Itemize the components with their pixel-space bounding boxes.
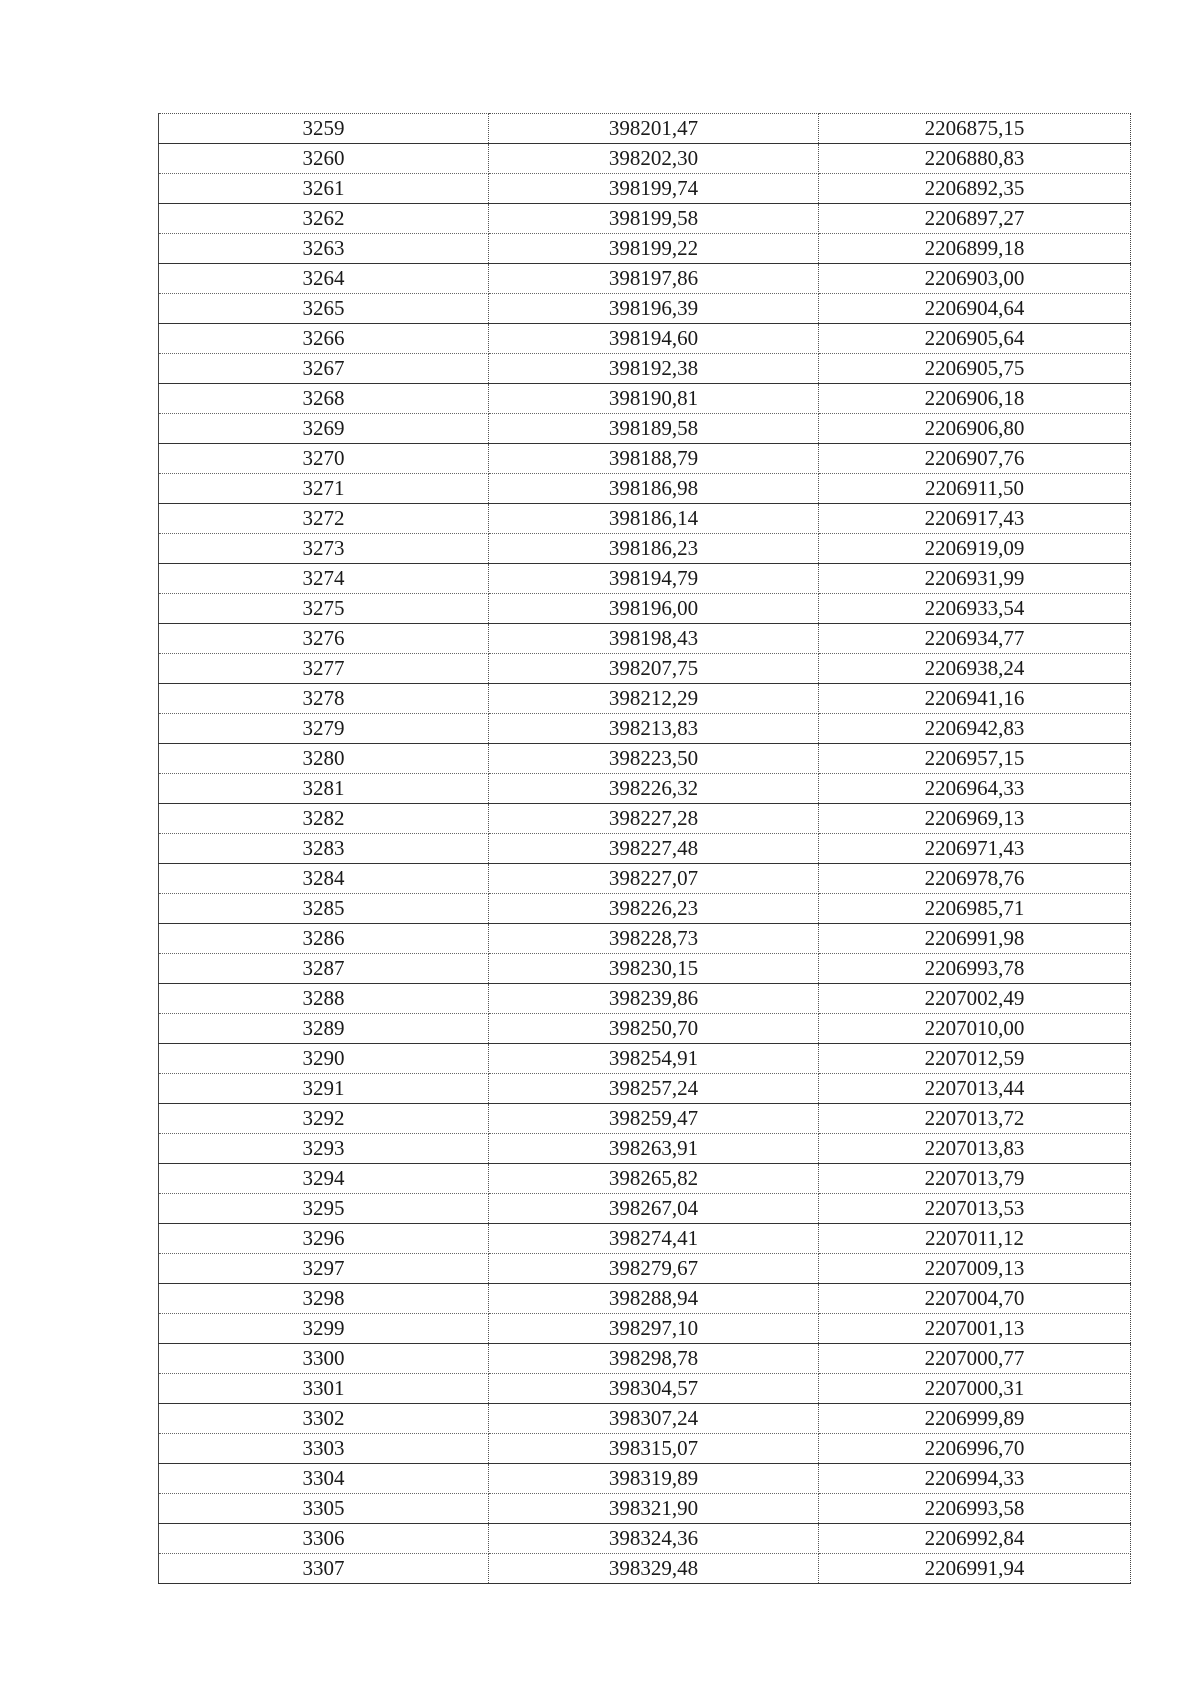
x-coordinate-cell: 398259,47 — [489, 1104, 819, 1134]
point-number-cell: 3298 — [159, 1284, 489, 1314]
table-row — [159, 534, 1131, 564]
point-number-cell: 3293 — [159, 1134, 489, 1164]
table-row — [159, 1074, 1131, 1104]
point-number-cell: 3268 — [159, 384, 489, 414]
table-row — [159, 264, 1131, 294]
y-coordinate-cell: 2206999,89 — [819, 1404, 1131, 1434]
table-row — [159, 1314, 1131, 1344]
point-number-cell: 3273 — [159, 534, 489, 564]
point-number-cell: 3307 — [159, 1554, 489, 1584]
y-coordinate-cell: 2206957,15 — [819, 744, 1131, 774]
table-row — [159, 834, 1131, 864]
point-number-cell: 3300 — [159, 1344, 489, 1374]
x-coordinate-cell: 398186,23 — [489, 534, 819, 564]
table-row — [159, 414, 1131, 444]
y-coordinate-cell: 2206906,18 — [819, 384, 1131, 414]
table-row — [159, 594, 1131, 624]
table-row — [159, 1014, 1131, 1044]
x-coordinate-cell: 398196,00 — [489, 594, 819, 624]
x-coordinate-cell: 398263,91 — [489, 1134, 819, 1164]
x-coordinate-cell: 398329,48 — [489, 1554, 819, 1584]
table-row — [159, 1404, 1131, 1434]
point-number-cell: 3276 — [159, 624, 489, 654]
x-coordinate-cell: 398227,07 — [489, 864, 819, 894]
y-coordinate-cell: 2206905,75 — [819, 354, 1131, 384]
table-row — [159, 1344, 1131, 1374]
y-coordinate-cell: 2207009,13 — [819, 1254, 1131, 1284]
x-coordinate-cell: 398279,67 — [489, 1254, 819, 1284]
point-number-cell: 3269 — [159, 414, 489, 444]
table-row — [159, 234, 1131, 264]
y-coordinate-cell: 2207013,83 — [819, 1134, 1131, 1164]
x-coordinate-cell: 398254,91 — [489, 1044, 819, 1074]
x-coordinate-cell: 398186,14 — [489, 504, 819, 534]
coordinates-table-body — [159, 114, 1131, 1584]
x-coordinate-cell: 398228,73 — [489, 924, 819, 954]
coordinates-table — [158, 113, 1131, 1584]
table-row — [159, 894, 1131, 924]
table-row — [159, 324, 1131, 354]
table-row — [159, 1254, 1131, 1284]
table-row — [159, 174, 1131, 204]
point-number-cell: 3288 — [159, 984, 489, 1014]
x-coordinate-cell: 398188,79 — [489, 444, 819, 474]
x-coordinate-cell: 398257,24 — [489, 1074, 819, 1104]
y-coordinate-cell: 2206897,27 — [819, 204, 1131, 234]
x-coordinate-cell: 398207,75 — [489, 654, 819, 684]
table-row — [159, 1164, 1131, 1194]
point-number-cell: 3272 — [159, 504, 489, 534]
x-coordinate-cell: 398297,10 — [489, 1314, 819, 1344]
x-coordinate-cell: 398190,81 — [489, 384, 819, 414]
table-row — [159, 444, 1131, 474]
y-coordinate-cell: 2206907,76 — [819, 444, 1131, 474]
table-row — [159, 1554, 1131, 1584]
table-row — [159, 1434, 1131, 1464]
y-coordinate-cell: 2206904,64 — [819, 294, 1131, 324]
y-coordinate-cell: 2206899,18 — [819, 234, 1131, 264]
point-number-cell: 3281 — [159, 774, 489, 804]
y-coordinate-cell: 2207001,13 — [819, 1314, 1131, 1344]
x-coordinate-cell: 398199,58 — [489, 204, 819, 234]
table-row — [159, 1284, 1131, 1314]
x-coordinate-cell: 398196,39 — [489, 294, 819, 324]
x-coordinate-cell: 398239,86 — [489, 984, 819, 1014]
point-number-cell: 3291 — [159, 1074, 489, 1104]
y-coordinate-cell: 2206919,09 — [819, 534, 1131, 564]
x-coordinate-cell: 398321,90 — [489, 1494, 819, 1524]
point-number-cell: 3266 — [159, 324, 489, 354]
x-coordinate-cell: 398202,30 — [489, 144, 819, 174]
table-row — [159, 474, 1131, 504]
x-coordinate-cell: 398265,82 — [489, 1164, 819, 1194]
table-row — [159, 954, 1131, 984]
point-number-cell: 3271 — [159, 474, 489, 504]
y-coordinate-cell: 2207011,12 — [819, 1224, 1131, 1254]
y-coordinate-cell: 2206996,70 — [819, 1434, 1131, 1464]
x-coordinate-cell: 398198,43 — [489, 624, 819, 654]
y-coordinate-cell: 2207013,79 — [819, 1164, 1131, 1194]
table-row — [159, 864, 1131, 894]
x-coordinate-cell: 398201,47 — [489, 114, 819, 144]
y-coordinate-cell: 2206905,64 — [819, 324, 1131, 354]
point-number-cell: 3282 — [159, 804, 489, 834]
y-coordinate-cell: 2206992,84 — [819, 1524, 1131, 1554]
point-number-cell: 3263 — [159, 234, 489, 264]
table-row — [159, 114, 1131, 144]
point-number-cell: 3267 — [159, 354, 489, 384]
x-coordinate-cell: 398226,32 — [489, 774, 819, 804]
point-number-cell: 3259 — [159, 114, 489, 144]
table-row — [159, 1524, 1131, 1554]
table-row — [159, 564, 1131, 594]
table-row — [159, 294, 1131, 324]
point-number-cell: 3275 — [159, 594, 489, 624]
x-coordinate-cell: 398288,94 — [489, 1284, 819, 1314]
table-row — [159, 1374, 1131, 1404]
point-number-cell: 3274 — [159, 564, 489, 594]
x-coordinate-cell: 398194,79 — [489, 564, 819, 594]
x-coordinate-cell: 398199,74 — [489, 174, 819, 204]
y-coordinate-cell: 2206991,94 — [819, 1554, 1131, 1584]
y-coordinate-cell: 2206991,98 — [819, 924, 1131, 954]
y-coordinate-cell: 2206875,15 — [819, 114, 1131, 144]
table-row — [159, 1104, 1131, 1134]
point-number-cell: 3296 — [159, 1224, 489, 1254]
y-coordinate-cell: 2206969,13 — [819, 804, 1131, 834]
point-number-cell: 3284 — [159, 864, 489, 894]
y-coordinate-cell: 2207013,72 — [819, 1104, 1131, 1134]
y-coordinate-cell: 2206964,33 — [819, 774, 1131, 804]
x-coordinate-cell: 398315,07 — [489, 1434, 819, 1464]
y-coordinate-cell: 2207012,59 — [819, 1044, 1131, 1074]
y-coordinate-cell: 2206911,50 — [819, 474, 1131, 504]
table-row — [159, 1044, 1131, 1074]
table-row — [159, 1494, 1131, 1524]
point-number-cell: 3289 — [159, 1014, 489, 1044]
y-coordinate-cell: 2206942,83 — [819, 714, 1131, 744]
x-coordinate-cell: 398192,38 — [489, 354, 819, 384]
table-row — [159, 684, 1131, 714]
point-number-cell: 3292 — [159, 1104, 489, 1134]
table-row — [159, 384, 1131, 414]
table-row — [159, 714, 1131, 744]
table-row — [159, 354, 1131, 384]
point-number-cell: 3260 — [159, 144, 489, 174]
table-row — [159, 1194, 1131, 1224]
x-coordinate-cell: 398226,23 — [489, 894, 819, 924]
point-number-cell: 3283 — [159, 834, 489, 864]
y-coordinate-cell: 2207002,49 — [819, 984, 1131, 1014]
x-coordinate-cell: 398197,86 — [489, 264, 819, 294]
point-number-cell: 3280 — [159, 744, 489, 774]
point-number-cell: 3261 — [159, 174, 489, 204]
y-coordinate-cell: 2206971,43 — [819, 834, 1131, 864]
y-coordinate-cell: 2207004,70 — [819, 1284, 1131, 1314]
point-number-cell: 3278 — [159, 684, 489, 714]
x-coordinate-cell: 398227,48 — [489, 834, 819, 864]
point-number-cell: 3294 — [159, 1164, 489, 1194]
table-row — [159, 774, 1131, 804]
table-row — [159, 204, 1131, 234]
table-row — [159, 984, 1131, 1014]
y-coordinate-cell: 2207010,00 — [819, 1014, 1131, 1044]
x-coordinate-cell: 398274,41 — [489, 1224, 819, 1254]
x-coordinate-cell: 398223,50 — [489, 744, 819, 774]
table-row — [159, 1134, 1131, 1164]
table-row — [159, 654, 1131, 684]
point-number-cell: 3279 — [159, 714, 489, 744]
y-coordinate-cell: 2207000,77 — [819, 1344, 1131, 1374]
y-coordinate-cell: 2206938,24 — [819, 654, 1131, 684]
y-coordinate-cell: 2206903,00 — [819, 264, 1131, 294]
point-number-cell: 3285 — [159, 894, 489, 924]
table-row — [159, 144, 1131, 174]
point-number-cell: 3302 — [159, 1404, 489, 1434]
table-row — [159, 804, 1131, 834]
point-number-cell: 3295 — [159, 1194, 489, 1224]
point-number-cell: 3287 — [159, 954, 489, 984]
x-coordinate-cell: 398319,89 — [489, 1464, 819, 1494]
x-coordinate-cell: 398227,28 — [489, 804, 819, 834]
y-coordinate-cell: 2206880,83 — [819, 144, 1131, 174]
point-number-cell: 3262 — [159, 204, 489, 234]
point-number-cell: 3303 — [159, 1434, 489, 1464]
point-number-cell: 3290 — [159, 1044, 489, 1074]
point-number-cell: 3286 — [159, 924, 489, 954]
y-coordinate-cell: 2206934,77 — [819, 624, 1131, 654]
point-number-cell: 3265 — [159, 294, 489, 324]
x-coordinate-cell: 398212,29 — [489, 684, 819, 714]
y-coordinate-cell: 2206906,80 — [819, 414, 1131, 444]
y-coordinate-cell: 2206933,54 — [819, 594, 1131, 624]
x-coordinate-cell: 398213,83 — [489, 714, 819, 744]
y-coordinate-cell: 2206892,35 — [819, 174, 1131, 204]
y-coordinate-cell: 2206931,99 — [819, 564, 1131, 594]
table-row — [159, 924, 1131, 954]
y-coordinate-cell: 2206917,43 — [819, 504, 1131, 534]
x-coordinate-cell: 398189,58 — [489, 414, 819, 444]
table-row — [159, 744, 1131, 774]
x-coordinate-cell: 398250,70 — [489, 1014, 819, 1044]
y-coordinate-cell: 2207013,53 — [819, 1194, 1131, 1224]
point-number-cell: 3305 — [159, 1494, 489, 1524]
x-coordinate-cell: 398194,60 — [489, 324, 819, 354]
table-row — [159, 504, 1131, 534]
point-number-cell: 3304 — [159, 1464, 489, 1494]
point-number-cell: 3264 — [159, 264, 489, 294]
x-coordinate-cell: 398230,15 — [489, 954, 819, 984]
y-coordinate-cell: 2206993,78 — [819, 954, 1131, 984]
point-number-cell: 3306 — [159, 1524, 489, 1554]
x-coordinate-cell: 398307,24 — [489, 1404, 819, 1434]
x-coordinate-cell: 398304,57 — [489, 1374, 819, 1404]
x-coordinate-cell: 398298,78 — [489, 1344, 819, 1374]
y-coordinate-cell: 2207013,44 — [819, 1074, 1131, 1104]
x-coordinate-cell: 398199,22 — [489, 234, 819, 264]
x-coordinate-cell: 398186,98 — [489, 474, 819, 504]
y-coordinate-cell: 2206985,71 — [819, 894, 1131, 924]
table-row — [159, 1224, 1131, 1254]
x-coordinate-cell: 398267,04 — [489, 1194, 819, 1224]
y-coordinate-cell: 2206941,16 — [819, 684, 1131, 714]
y-coordinate-cell: 2207000,31 — [819, 1374, 1131, 1404]
point-number-cell: 3277 — [159, 654, 489, 684]
point-number-cell: 3270 — [159, 444, 489, 474]
point-number-cell: 3299 — [159, 1314, 489, 1344]
table-row — [159, 1464, 1131, 1494]
y-coordinate-cell: 2206993,58 — [819, 1494, 1131, 1524]
y-coordinate-cell: 2206994,33 — [819, 1464, 1131, 1494]
y-coordinate-cell: 2206978,76 — [819, 864, 1131, 894]
point-number-cell: 3301 — [159, 1374, 489, 1404]
x-coordinate-cell: 398324,36 — [489, 1524, 819, 1554]
table-row — [159, 624, 1131, 654]
point-number-cell: 3297 — [159, 1254, 489, 1284]
